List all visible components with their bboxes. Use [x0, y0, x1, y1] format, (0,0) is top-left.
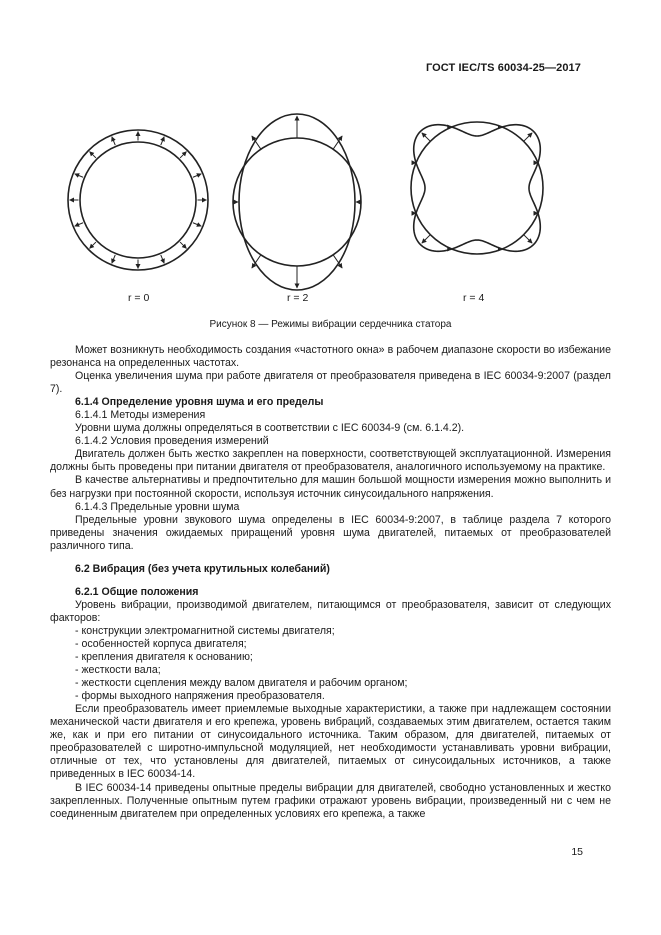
radial-arrow [75, 174, 83, 177]
undeformed-circle [411, 122, 543, 254]
deformed-oval [239, 114, 355, 290]
radial-arrow [75, 223, 83, 226]
paragraph: В IEC 60034-14 приведены опытные пределы вибрации для двигателей, свободно установленных и жестко закрепленных. Полученные опытным путем графики отражают уровень вибрации, произведенный ни с чем не соединенным двигателем при определенных условиях его крепежа, а также [50, 781, 611, 820]
section-heading: 6.2 Вибрация (без учета крутильных колебаний) [75, 562, 330, 575]
undeformed-circle [233, 138, 361, 266]
radial-arrow [161, 137, 164, 145]
list-item: - крепления двигателя к основанию; [75, 651, 253, 664]
page-header: ГОСТ IEC/TS 60034-25—2017 [425, 62, 581, 74]
list-item: - жесткости вала; [75, 664, 161, 677]
list-item: - формы выходного напряжения преобразователя. [75, 690, 325, 703]
figure-label-r2 [287, 292, 308, 304]
stator-vibration-modes-figure [0, 95, 661, 315]
list-item: - особенностей корпуса двигателя; [75, 637, 247, 650]
list-item: - жесткости сцепления между валом двигателя и рабочим органом; [75, 677, 408, 690]
figure-label-r0 [128, 292, 149, 304]
radial-arrow [161, 255, 164, 263]
section-heading: 6.2.1 Общие положения [75, 585, 199, 598]
paragraph: 6.1.4.1 Методы измерения [75, 409, 206, 422]
deformation-arrow [422, 133, 430, 141]
radial-arrow [112, 137, 115, 145]
radial-arrow [90, 242, 96, 248]
list-item: - конструкции электромагнитной системы двигателя; [75, 624, 335, 637]
paragraph: Уровень вибрации, производимой двигателем, питающимся от преобразователя, зависит от следующих факторов: [50, 598, 611, 624]
figure-label-r4-text: r = 4 [463, 292, 485, 304]
four-lobe-shape [414, 125, 541, 252]
paragraph: Предельные уровни звукового шума определены в IEC 60034-9:2007, в таблице раздела 7 которого приведены значения ожидаемых приращений уровня шума двигателей, питаемых от преобразователей различного типа. [50, 513, 611, 552]
radial-arrow [180, 242, 186, 248]
figure-caption: Рисунок 8 — Режимы вибрации сердечника статора [209, 319, 452, 330]
radial-arrow [180, 152, 186, 158]
page-number: 15 [571, 846, 583, 858]
figure-label-r2-text: r = 2 [287, 292, 309, 304]
deformation-arrow [524, 133, 532, 141]
radial-arrow [193, 174, 201, 177]
paragraph: 6.1.4.3 Предельные уровни шума [75, 500, 240, 513]
mode-r0-diagram [68, 130, 208, 270]
paragraph: В качестве альтернативы и предпочтительно для машин большой мощности измерения можно выполнить и без нагрузки при постоянной скорости, используя источник синусоидального напряжения. [50, 474, 611, 500]
figure-label-r0-text: r = 0 [128, 292, 150, 304]
radial-arrow [112, 255, 115, 263]
paragraph: Если преобразователь имеет приемлемые выходные характеристики, а также при надлежащем состоянии механической части двигателя и его крепежа, уровень вибраций, создаваемых этим двигателем, остается таким же, как и при его питании от синусоидального источника. Таким образом, для двигателей, питаемых от преобразователей с широтно-импульсной модуляцией, нет необходимости устанавливать уровни вибрации, отличные от тех, что установлены для двигателей, питаемых от синусоидальных источников, а также приведенных в IEC 60034-14. [50, 703, 611, 781]
deformation-arrow [524, 235, 532, 243]
paragraph: Двигатель должен быть жестко закреплен на поверхности, соответствующей эксплуатационной. Измерения должны быть проведены при питании двигателя от преобразователя, аналогичного используемому на практике. [50, 448, 611, 474]
deformation-arrow [422, 235, 430, 243]
mode-r4-diagram [411, 122, 543, 254]
section-heading: 6.1.4 Определение уровня шума и его пределы [75, 396, 324, 409]
radial-arrow [193, 223, 201, 226]
body-text [50, 344, 611, 821]
paragraph: Может возникнуть необходимость создания «частотного окна» в рабочем диапазоне скорости во избежание резонанса на определенных частотах. [50, 344, 611, 370]
outer-ring [68, 130, 208, 270]
mode-r2-diagram [233, 114, 361, 290]
inner-ring [80, 142, 196, 258]
paragraph: 6.1.4.2 Условия проведения измерений [75, 435, 269, 448]
paragraph: Оценка увеличения шума при работе двигателя от преобразователя приведена в IEC 60034-9:2007 (раздел 7). [50, 370, 611, 396]
radial-arrow [90, 152, 96, 158]
figure-label-r4 [463, 292, 484, 304]
paragraph: Уровни шума должны определяться в соответствии с IEC 60034-9 (см. 6.1.4.2). [75, 422, 465, 435]
